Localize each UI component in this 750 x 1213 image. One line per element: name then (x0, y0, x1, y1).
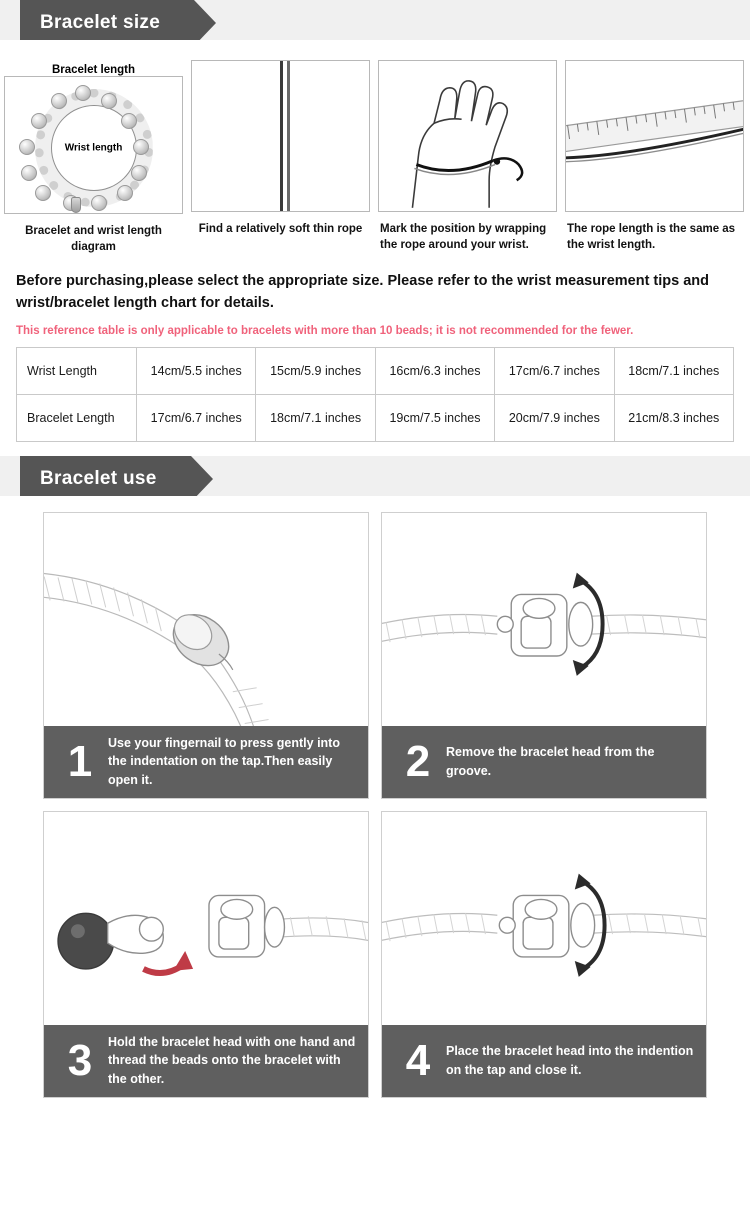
use-step-1-caption (44, 726, 368, 798)
use-step-4-caption (382, 1025, 706, 1097)
measure-step-4 (561, 60, 748, 255)
wrist-length-label: Wrist length (64, 142, 123, 154)
row-label-bracelet-length: Bracelet Length (17, 394, 137, 441)
bracelet-length-label: Bracelet length (51, 64, 136, 76)
rope-icon (191, 60, 370, 212)
measurement-steps-row (0, 46, 750, 261)
section-banner-bracelet-use (0, 456, 750, 502)
ruler-icon (565, 60, 744, 212)
use-step-4-text: Place the bracelet head into the indention on the tap and close it. (446, 1044, 694, 1077)
use-step-card-2 (381, 512, 707, 799)
bracelet-length-cell-5: 21cm/8.3 inches (614, 394, 733, 441)
measure-step-1-caption: Bracelet and wrist length diagram (25, 225, 162, 253)
measure-step-2 (187, 60, 374, 255)
use-step-2-caption (382, 726, 706, 798)
wrist-length-cell-5: 18cm/7.1 inches (614, 347, 733, 394)
bracelet-length-cell-3: 19cm/7.5 inches (375, 394, 494, 441)
use-step-card-3 (43, 811, 369, 1098)
use-step-3-text: Hold the bracelet head with one hand and thread the beads onto the bracelet with the other. (108, 1035, 356, 1086)
use-step-3-number: 3 (67, 1035, 93, 1085)
use-step-1-text: Use your fingernail to press gently into the indentation on the tap.Then easily open it. (108, 736, 340, 787)
bracelet-use-grid (0, 502, 750, 1114)
wrist-length-cell-4: 17cm/6.7 inches (495, 347, 614, 394)
measure-step-2-caption: Find a relatively soft thin rope (198, 223, 363, 235)
wrist-length-cell-2: 15cm/5.9 inches (256, 347, 375, 394)
hand-with-rope-icon (378, 60, 557, 212)
banner-label-bracelet-size: Bracelet size (20, 0, 194, 46)
table-row (17, 347, 734, 394)
measure-step-4-caption: The rope length is the same as the wrist length. (567, 223, 736, 251)
size-reference-table (16, 347, 734, 442)
reference-table-note: This reference table is only applicable to bracelets with more than 10 beads; it is not recommended for the fewer. (16, 324, 634, 337)
use-step-2-text: Remove the bracelet head from the groove. (446, 745, 655, 778)
section-banner-bracelet-size (0, 0, 750, 46)
use-step-4-number: 4 (405, 1035, 431, 1085)
wrist-length-cell-1: 14cm/5.5 inches (137, 347, 256, 394)
banner-strip (0, 40, 750, 46)
use-step-3-caption (44, 1025, 368, 1097)
use-step-1-number: 1 (67, 736, 93, 786)
banner-strip (0, 496, 750, 502)
use-step-card-1 (43, 512, 369, 799)
row-label-wrist-length: Wrist Length (17, 347, 137, 394)
banner-label-bracelet-use: Bracelet use (20, 456, 191, 502)
measure-step-3-caption: Mark the position by wrapping the rope around your wrist. (380, 223, 547, 251)
bracelet-length-cell-2: 18cm/7.1 inches (256, 394, 375, 441)
measure-step-3 (374, 60, 561, 255)
table-row (17, 394, 734, 441)
bracelet-length-cell-4: 20cm/7.9 inches (495, 394, 614, 441)
measure-step-1 (0, 60, 187, 255)
purchase-intro-text: Before purchasing,please select the appropriate size. Please refer to the wrist measurement tips and wrist/bracelet length chart for details. (16, 273, 710, 311)
use-step-card-4 (381, 811, 707, 1098)
use-step-2-number: 2 (405, 736, 431, 786)
wrist-length-cell-3: 16cm/6.3 inches (375, 347, 494, 394)
bracelet-diagram-icon (4, 76, 183, 214)
bracelet-length-cell-1: 17cm/6.7 inches (137, 394, 256, 441)
